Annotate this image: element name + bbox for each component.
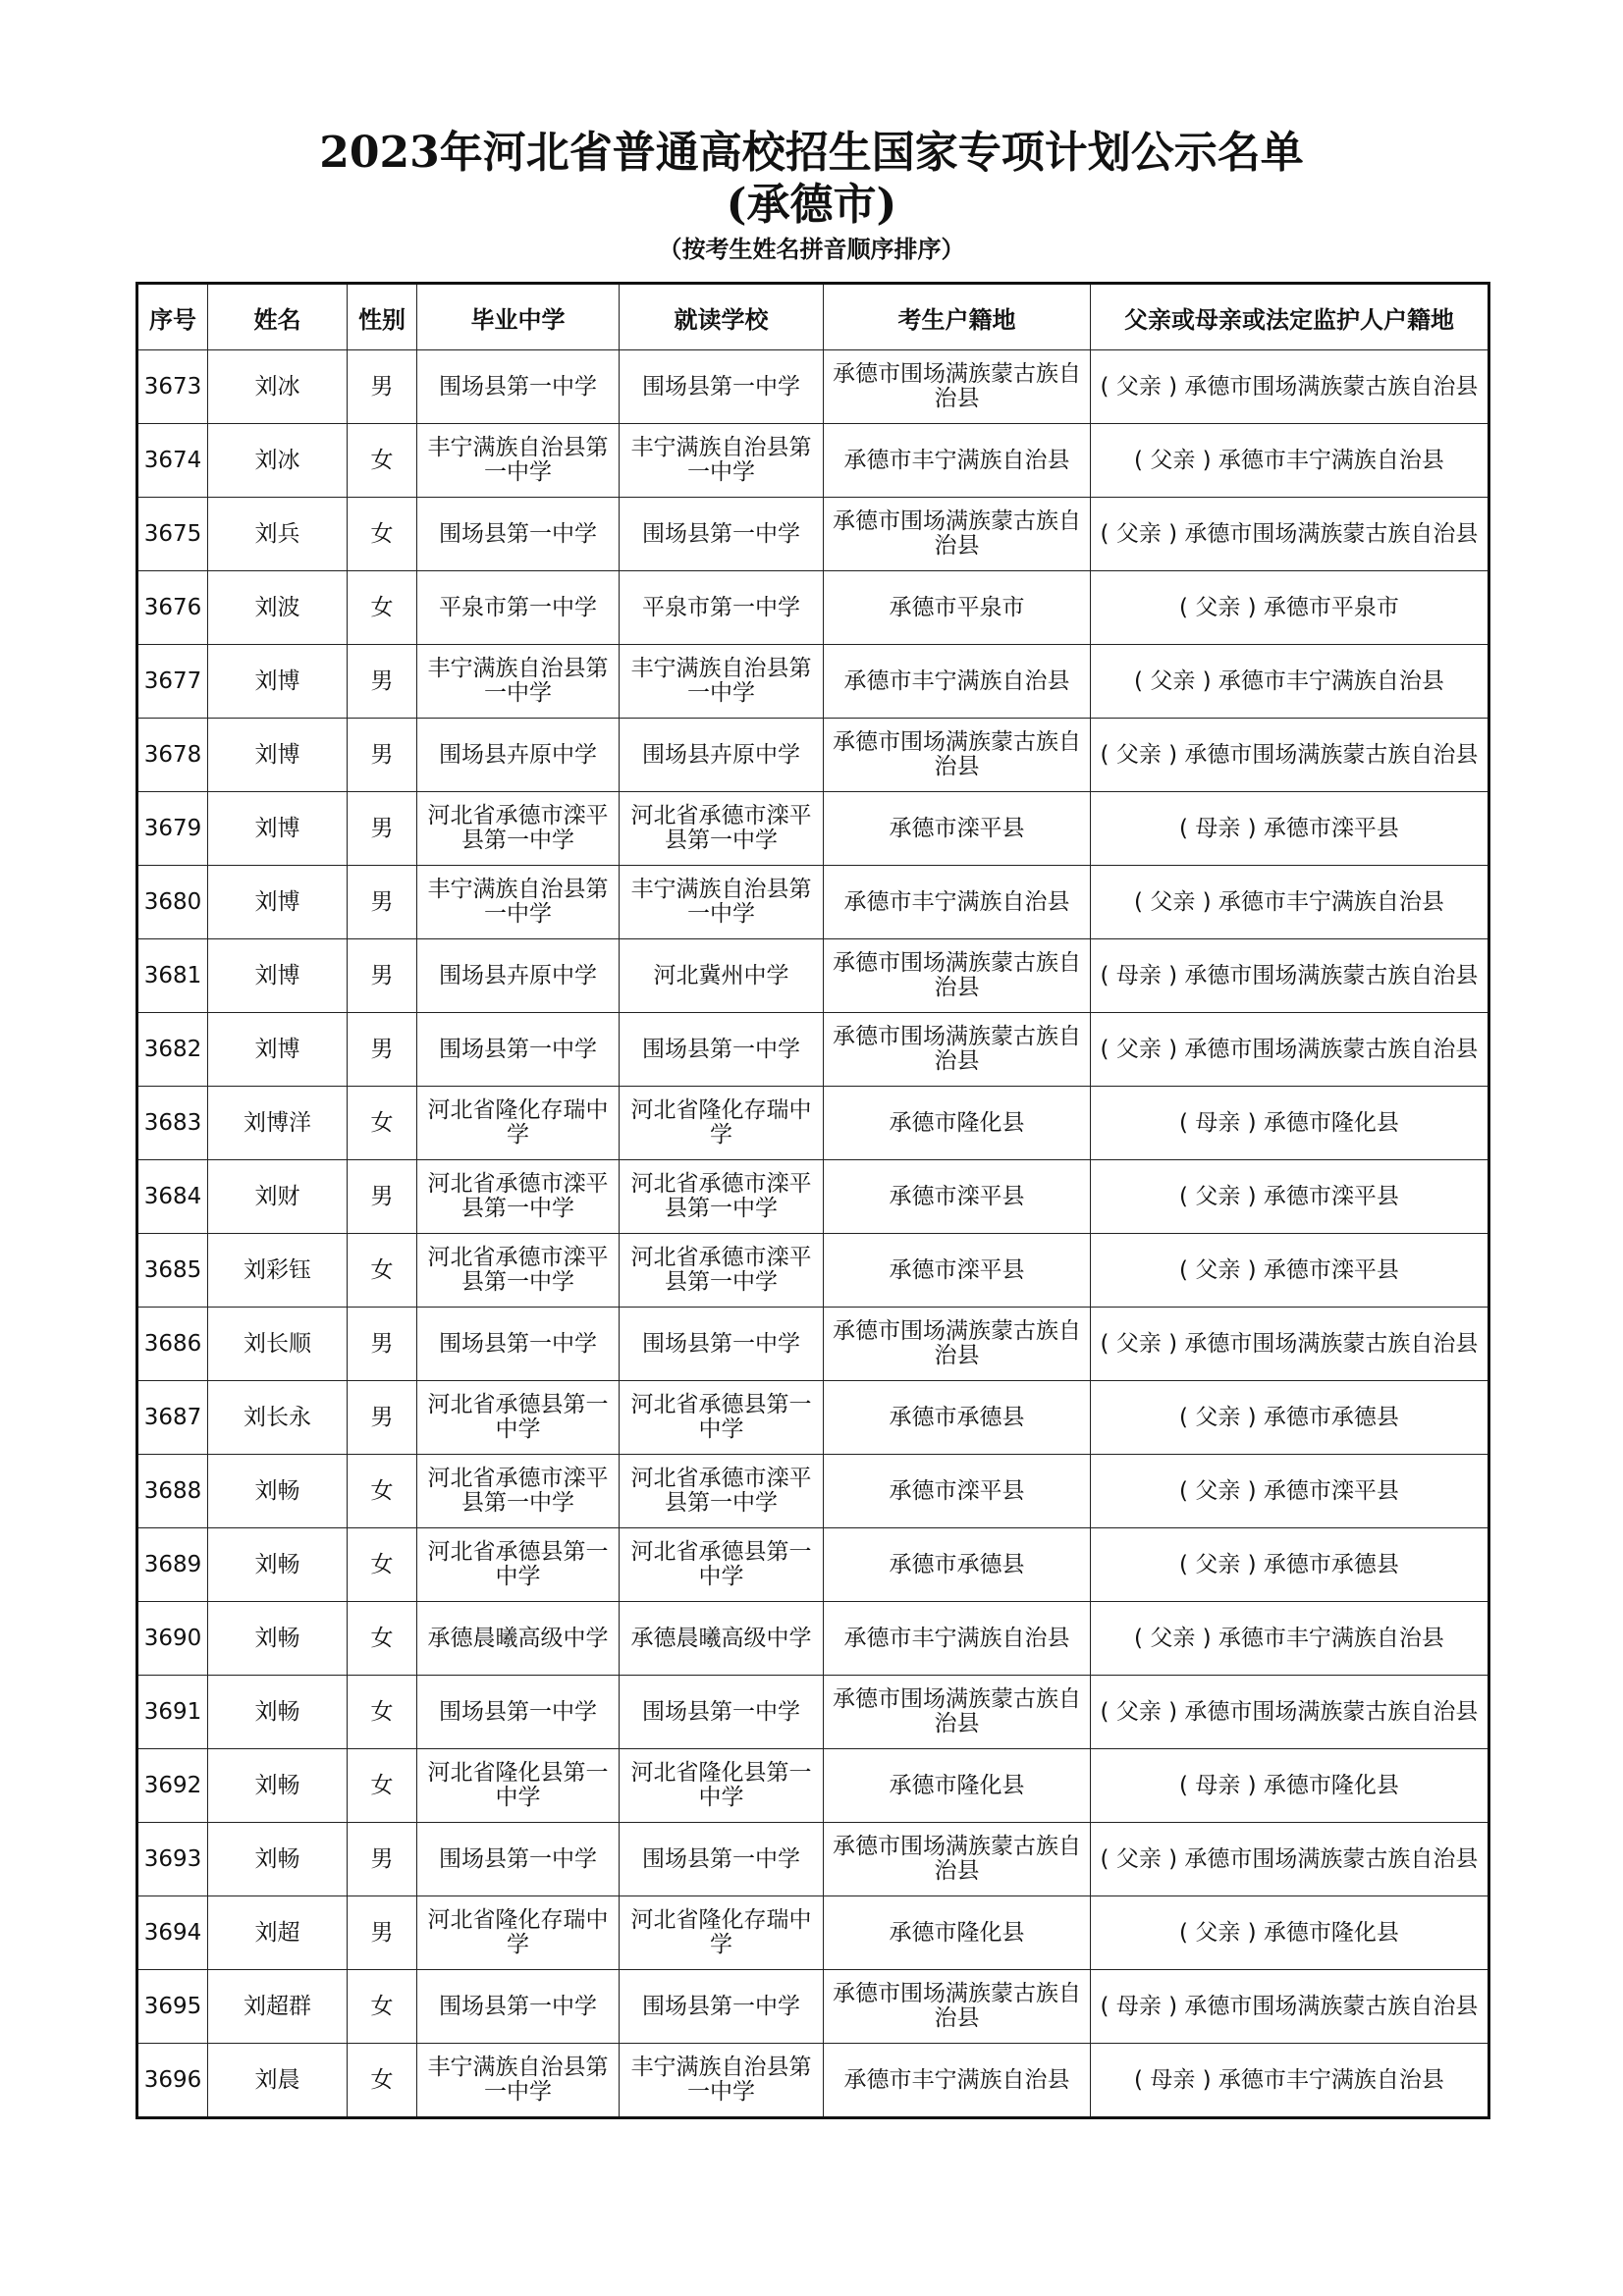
cell-gender: 男 xyxy=(348,719,417,792)
cell-name: 刘彩钰 xyxy=(208,1234,348,1308)
cell-no: 3692 xyxy=(137,1749,208,1823)
cell-current-school: 河北省承德市滦平县第一中学 xyxy=(620,1234,824,1308)
cell-name: 刘博洋 xyxy=(208,1087,348,1160)
cell-guardian-household: ( 母亲 ) 承德市围场满族蒙古族自治县 xyxy=(1091,1970,1489,2044)
column-header-guardian-household: 父亲或母亲或法定监护人户籍地 xyxy=(1091,284,1489,350)
cell-graduation-school: 围场县第一中学 xyxy=(417,1013,620,1087)
cell-student-household: 承德市承德县 xyxy=(824,1381,1091,1455)
cell-no: 3689 xyxy=(137,1528,208,1602)
cell-student-household: 承德市隆化县 xyxy=(824,1896,1091,1970)
cell-current-school: 丰宁满族自治县第一中学 xyxy=(620,2044,824,2118)
cell-guardian-household: ( 父亲 ) 承德市围场满族蒙古族自治县 xyxy=(1091,1676,1489,1749)
cell-guardian-household: ( 父亲 ) 承德市围场满族蒙古族自治县 xyxy=(1091,1013,1489,1087)
cell-current-school: 丰宁满族自治县第一中学 xyxy=(620,645,824,719)
table-header-row xyxy=(137,284,1489,350)
table-row xyxy=(137,719,1489,792)
table-body xyxy=(137,350,1489,2118)
cell-no: 3675 xyxy=(137,498,208,571)
cell-name: 刘畅 xyxy=(208,1455,348,1528)
cell-graduation-school: 承德晨曦高级中学 xyxy=(417,1602,620,1676)
cell-graduation-school: 河北省隆化存瑞中学 xyxy=(417,1087,620,1160)
column-header-student-household: 考生户籍地 xyxy=(824,284,1091,350)
cell-gender: 女 xyxy=(348,571,417,645)
cell-student-household: 承德市围场满族蒙古族自治县 xyxy=(824,1308,1091,1381)
cell-graduation-school: 河北省承德市滦平县第一中学 xyxy=(417,792,620,866)
table-row xyxy=(137,1381,1489,1455)
cell-gender: 男 xyxy=(348,939,417,1013)
cell-name: 刘晨 xyxy=(208,2044,348,2118)
cell-name: 刘冰 xyxy=(208,350,348,424)
cell-graduation-school: 河北省隆化县第一中学 xyxy=(417,1749,620,1823)
cell-student-household: 承德市滦平县 xyxy=(824,1160,1091,1234)
table-row xyxy=(137,1234,1489,1308)
cell-student-household: 承德市围场满族蒙古族自治县 xyxy=(824,1013,1091,1087)
cell-guardian-household: ( 父亲 ) 承德市承德县 xyxy=(1091,1381,1489,1455)
cell-gender: 男 xyxy=(348,1896,417,1970)
cell-current-school: 河北冀州中学 xyxy=(620,939,824,1013)
cell-current-school: 河北省承德县第一中学 xyxy=(620,1528,824,1602)
cell-guardian-household: ( 母亲 ) 承德市隆化县 xyxy=(1091,1087,1489,1160)
cell-guardian-household: ( 父亲 ) 承德市滦平县 xyxy=(1091,1455,1489,1528)
cell-guardian-household: ( 父亲 ) 承德市丰宁满族自治县 xyxy=(1091,645,1489,719)
cell-no: 3674 xyxy=(137,424,208,498)
cell-gender: 女 xyxy=(348,1676,417,1749)
column-header-name: 姓名 xyxy=(208,284,348,350)
cell-no: 3677 xyxy=(137,645,208,719)
cell-name: 刘兵 xyxy=(208,498,348,571)
cell-guardian-household: ( 父亲 ) 承德市滦平县 xyxy=(1091,1160,1489,1234)
table-row xyxy=(137,1896,1489,1970)
cell-graduation-school: 河北省承德市滦平县第一中学 xyxy=(417,1455,620,1528)
cell-name: 刘畅 xyxy=(208,1749,348,1823)
table-row xyxy=(137,1087,1489,1160)
cell-gender: 男 xyxy=(348,1381,417,1455)
cell-gender: 男 xyxy=(348,1308,417,1381)
cell-no: 3687 xyxy=(137,1381,208,1455)
cell-graduation-school: 围场县第一中学 xyxy=(417,1823,620,1896)
cell-no: 3694 xyxy=(137,1896,208,1970)
cell-graduation-school: 丰宁满族自治县第一中学 xyxy=(417,866,620,939)
cell-no: 3688 xyxy=(137,1455,208,1528)
cell-graduation-school: 丰宁满族自治县第一中学 xyxy=(417,424,620,498)
cell-student-household: 承德市围场满族蒙古族自治县 xyxy=(824,350,1091,424)
cell-name: 刘博 xyxy=(208,1013,348,1087)
cell-current-school: 河北省承德市滦平县第一中学 xyxy=(620,1455,824,1528)
cell-current-school: 承德晨曦高级中学 xyxy=(620,1602,824,1676)
cell-guardian-household: ( 母亲 ) 承德市隆化县 xyxy=(1091,1749,1489,1823)
cell-gender: 男 xyxy=(348,792,417,866)
page-header xyxy=(0,126,1623,267)
cell-student-household: 承德市平泉市 xyxy=(824,571,1091,645)
table-row xyxy=(137,2044,1489,2118)
cell-student-household: 承德市丰宁满族自治县 xyxy=(824,1602,1091,1676)
cell-student-household: 承德市滦平县 xyxy=(824,1455,1091,1528)
cell-graduation-school: 围场县第一中学 xyxy=(417,1676,620,1749)
cell-student-household: 承德市围场满族蒙古族自治县 xyxy=(824,939,1091,1013)
cell-graduation-school: 围场县卉原中学 xyxy=(417,939,620,1013)
sort-note: （按考生姓名拼音顺序排序） xyxy=(658,236,965,263)
cell-gender: 男 xyxy=(348,645,417,719)
cell-name: 刘畅 xyxy=(208,1823,348,1896)
cell-gender: 女 xyxy=(348,1455,417,1528)
cell-no: 3681 xyxy=(137,939,208,1013)
cell-no: 3695 xyxy=(137,1970,208,2044)
table-row xyxy=(137,350,1489,424)
cell-name: 刘博 xyxy=(208,719,348,792)
cell-graduation-school: 围场县第一中学 xyxy=(417,498,620,571)
cell-current-school: 围场县卉原中学 xyxy=(620,719,824,792)
cell-no: 3673 xyxy=(137,350,208,424)
cell-student-household: 承德市围场满族蒙古族自治县 xyxy=(824,1970,1091,2044)
cell-no: 3685 xyxy=(137,1234,208,1308)
table-row xyxy=(137,866,1489,939)
cell-current-school: 围场县第一中学 xyxy=(620,1013,824,1087)
cell-gender: 女 xyxy=(348,1749,417,1823)
table-row xyxy=(137,424,1489,498)
cell-guardian-household: ( 母亲 ) 承德市围场满族蒙古族自治县 xyxy=(1091,939,1489,1013)
cell-gender: 男 xyxy=(348,1823,417,1896)
roster-table xyxy=(135,282,1490,2119)
cell-graduation-school: 丰宁满族自治县第一中学 xyxy=(417,645,620,719)
cell-name: 刘博 xyxy=(208,939,348,1013)
cell-current-school: 围场县第一中学 xyxy=(620,350,824,424)
table-row xyxy=(137,1455,1489,1528)
cell-no: 3679 xyxy=(137,792,208,866)
page-title: 2023年河北省普通高校招生国家专项计划公示名单 xyxy=(319,128,1304,178)
table-row xyxy=(137,939,1489,1013)
cell-guardian-household: ( 父亲 ) 承德市围场满族蒙古族自治县 xyxy=(1091,1823,1489,1896)
cell-student-household: 承德市隆化县 xyxy=(824,1087,1091,1160)
cell-current-school: 围场县第一中学 xyxy=(620,1308,824,1381)
cell-name: 刘长顺 xyxy=(208,1308,348,1381)
cell-no: 3680 xyxy=(137,866,208,939)
cell-name: 刘超群 xyxy=(208,1970,348,2044)
cell-graduation-school: 河北省隆化存瑞中学 xyxy=(417,1896,620,1970)
cell-student-household: 承德市隆化县 xyxy=(824,1749,1091,1823)
cell-student-household: 承德市围场满族蒙古族自治县 xyxy=(824,719,1091,792)
cell-no: 3682 xyxy=(137,1013,208,1087)
table-row xyxy=(137,1160,1489,1234)
table-row xyxy=(137,1602,1489,1676)
cell-student-household: 承德市丰宁满族自治县 xyxy=(824,424,1091,498)
cell-guardian-household: ( 父亲 ) 承德市滦平县 xyxy=(1091,1234,1489,1308)
cell-name: 刘超 xyxy=(208,1896,348,1970)
cell-guardian-household: ( 母亲 ) 承德市滦平县 xyxy=(1091,792,1489,866)
cell-gender: 男 xyxy=(348,1160,417,1234)
cell-student-household: 承德市丰宁满族自治县 xyxy=(824,2044,1091,2118)
cell-name: 刘畅 xyxy=(208,1528,348,1602)
cell-graduation-school: 丰宁满族自治县第一中学 xyxy=(417,2044,620,2118)
cell-student-household: 承德市承德县 xyxy=(824,1528,1091,1602)
cell-gender: 男 xyxy=(348,866,417,939)
cell-no: 3696 xyxy=(137,2044,208,2118)
cell-current-school: 平泉市第一中学 xyxy=(620,571,824,645)
cell-student-household: 承德市滦平县 xyxy=(824,1234,1091,1308)
table-row xyxy=(137,1528,1489,1602)
cell-student-household: 承德市围场满族蒙古族自治县 xyxy=(824,1823,1091,1896)
cell-name: 刘长永 xyxy=(208,1381,348,1455)
table-row xyxy=(137,1970,1489,2044)
cell-gender: 女 xyxy=(348,1087,417,1160)
cell-guardian-household: ( 母亲 ) 承德市丰宁满族自治县 xyxy=(1091,2044,1489,2118)
cell-current-school: 河北省承德县第一中学 xyxy=(620,1381,824,1455)
table-row xyxy=(137,1823,1489,1896)
cell-name: 刘波 xyxy=(208,571,348,645)
cell-no: 3683 xyxy=(137,1087,208,1160)
cell-guardian-household: ( 父亲 ) 承德市丰宁满族自治县 xyxy=(1091,866,1489,939)
cell-guardian-household: ( 父亲 ) 承德市围场满族蒙古族自治县 xyxy=(1091,719,1489,792)
cell-graduation-school: 平泉市第一中学 xyxy=(417,571,620,645)
cell-current-school: 围场县第一中学 xyxy=(620,1676,824,1749)
table-row xyxy=(137,645,1489,719)
table-row xyxy=(137,1749,1489,1823)
cell-gender: 男 xyxy=(348,350,417,424)
cell-guardian-household: ( 父亲 ) 承德市平泉市 xyxy=(1091,571,1489,645)
cell-student-household: 承德市丰宁满族自治县 xyxy=(824,645,1091,719)
cell-graduation-school: 河北省承德县第一中学 xyxy=(417,1528,620,1602)
cell-graduation-school: 围场县第一中学 xyxy=(417,1970,620,2044)
cell-current-school: 丰宁满族自治县第一中学 xyxy=(620,424,824,498)
cell-guardian-household: ( 父亲 ) 承德市丰宁满族自治县 xyxy=(1091,424,1489,498)
cell-gender: 女 xyxy=(348,1602,417,1676)
cell-name: 刘冰 xyxy=(208,424,348,498)
cell-current-school: 围场县第一中学 xyxy=(620,498,824,571)
column-header-no: 序号 xyxy=(137,284,208,350)
cell-student-household: 承德市滦平县 xyxy=(824,792,1091,866)
cell-no: 3676 xyxy=(137,571,208,645)
page-subtitle: (承德市) xyxy=(726,180,897,230)
cell-guardian-household: ( 父亲 ) 承德市围场满族蒙古族自治县 xyxy=(1091,498,1489,571)
table-row xyxy=(137,1013,1489,1087)
column-header-current-school: 就读学校 xyxy=(620,284,824,350)
cell-graduation-school: 河北省承德县第一中学 xyxy=(417,1381,620,1455)
cell-student-household: 承德市围场满族蒙古族自治县 xyxy=(824,1676,1091,1749)
cell-name: 刘博 xyxy=(208,866,348,939)
table-row xyxy=(137,1676,1489,1749)
cell-gender: 女 xyxy=(348,1970,417,2044)
cell-current-school: 围场县第一中学 xyxy=(620,1823,824,1896)
cell-student-household: 承德市丰宁满族自治县 xyxy=(824,866,1091,939)
cell-gender: 女 xyxy=(348,424,417,498)
cell-name: 刘畅 xyxy=(208,1602,348,1676)
cell-current-school: 围场县第一中学 xyxy=(620,1970,824,2044)
cell-no: 3686 xyxy=(137,1308,208,1381)
cell-name: 刘财 xyxy=(208,1160,348,1234)
table-row xyxy=(137,571,1489,645)
cell-no: 3678 xyxy=(137,719,208,792)
cell-student-household: 承德市围场满族蒙古族自治县 xyxy=(824,498,1091,571)
cell-guardian-household: ( 父亲 ) 承德市围场满族蒙古族自治县 xyxy=(1091,1308,1489,1381)
cell-graduation-school: 河北省承德市滦平县第一中学 xyxy=(417,1160,620,1234)
table-row xyxy=(137,792,1489,866)
cell-graduation-school: 围场县第一中学 xyxy=(417,1308,620,1381)
cell-gender: 男 xyxy=(348,1013,417,1087)
cell-gender: 女 xyxy=(348,1528,417,1602)
cell-gender: 女 xyxy=(348,1234,417,1308)
cell-graduation-school: 河北省承德市滦平县第一中学 xyxy=(417,1234,620,1308)
cell-current-school: 河北省隆化存瑞中学 xyxy=(620,1087,824,1160)
cell-current-school: 河北省承德市滦平县第一中学 xyxy=(620,792,824,866)
table-row xyxy=(137,1308,1489,1381)
cell-guardian-household: ( 父亲 ) 承德市围场满族蒙古族自治县 xyxy=(1091,350,1489,424)
cell-no: 3690 xyxy=(137,1602,208,1676)
cell-guardian-household: ( 父亲 ) 承德市隆化县 xyxy=(1091,1896,1489,1970)
cell-gender: 女 xyxy=(348,498,417,571)
cell-no: 3684 xyxy=(137,1160,208,1234)
cell-graduation-school: 围场县卉原中学 xyxy=(417,719,620,792)
cell-name: 刘博 xyxy=(208,645,348,719)
column-header-graduation-school: 毕业中学 xyxy=(417,284,620,350)
cell-guardian-household: ( 父亲 ) 承德市承德县 xyxy=(1091,1528,1489,1602)
cell-graduation-school: 围场县第一中学 xyxy=(417,350,620,424)
cell-current-school: 河北省隆化县第一中学 xyxy=(620,1749,824,1823)
cell-name: 刘博 xyxy=(208,792,348,866)
cell-gender: 女 xyxy=(348,2044,417,2118)
table-row xyxy=(137,498,1489,571)
cell-name: 刘畅 xyxy=(208,1676,348,1749)
column-header-gender: 性别 xyxy=(348,284,417,350)
cell-current-school: 河北省隆化存瑞中学 xyxy=(620,1896,824,1970)
cell-no: 3691 xyxy=(137,1676,208,1749)
cell-no: 3693 xyxy=(137,1823,208,1896)
cell-current-school: 丰宁满族自治县第一中学 xyxy=(620,866,824,939)
cell-current-school: 河北省承德市滦平县第一中学 xyxy=(620,1160,824,1234)
cell-guardian-household: ( 父亲 ) 承德市丰宁满族自治县 xyxy=(1091,1602,1489,1676)
